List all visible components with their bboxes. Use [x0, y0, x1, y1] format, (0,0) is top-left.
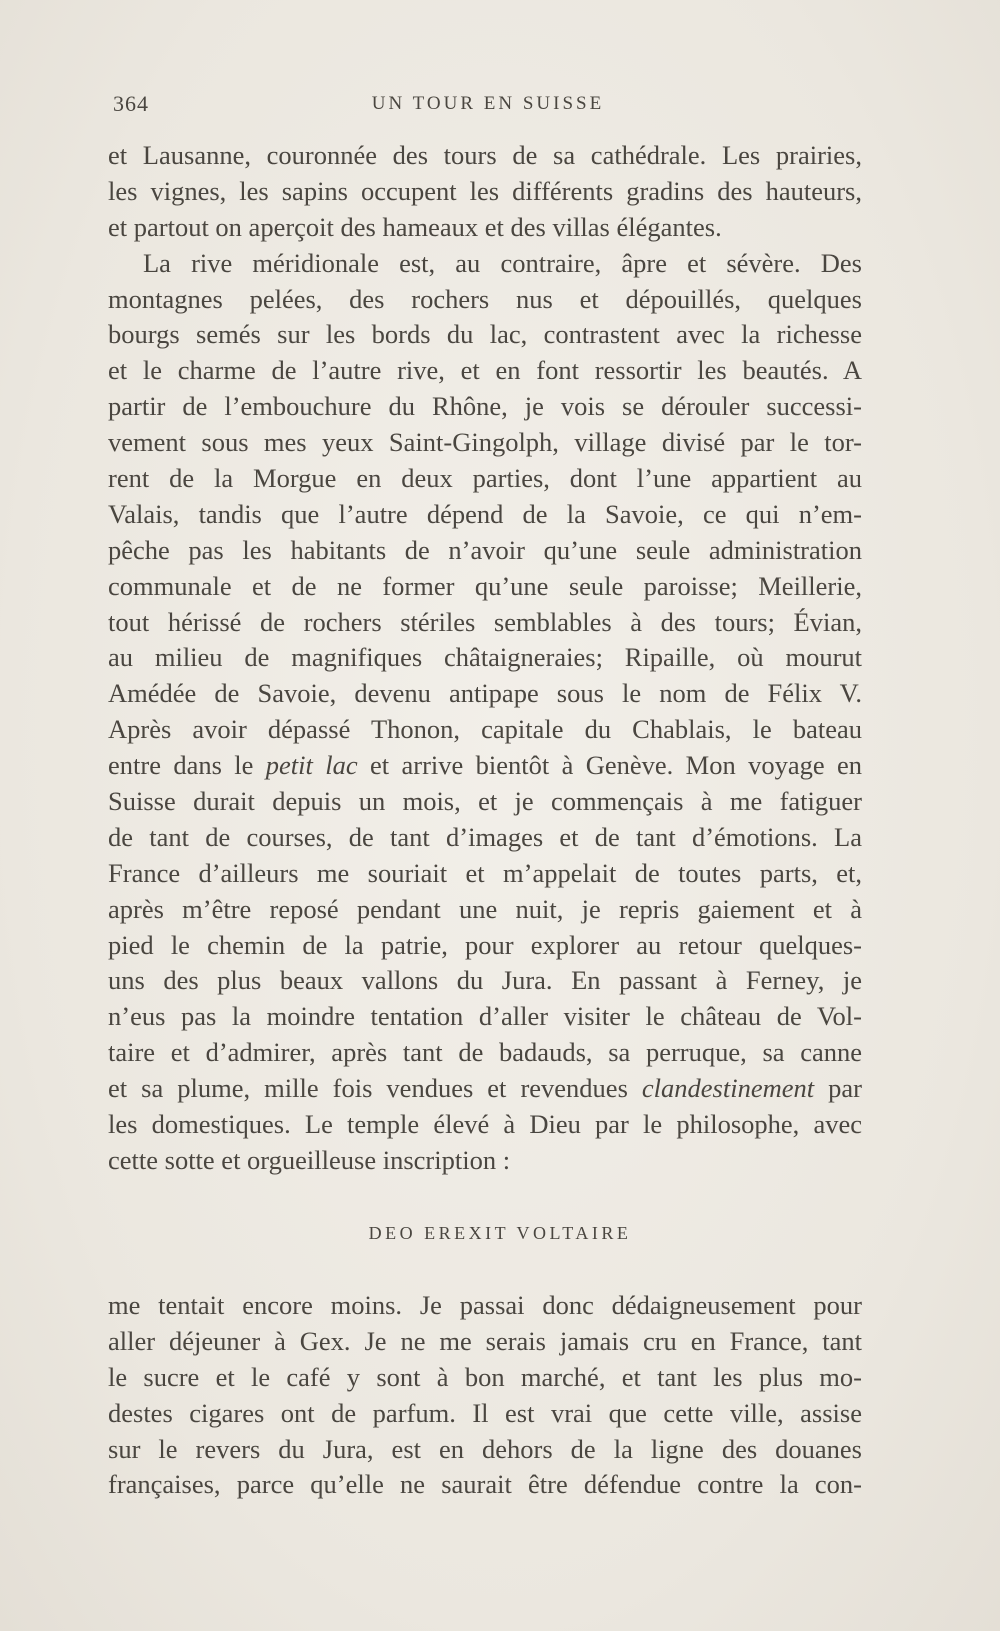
text-line: de tant de courses, de tant d’images et de tant d’émotions. La — [108, 821, 862, 852]
text-line: vement sous mes yeux Saint-Gingolph, village divisé par le tor- — [108, 427, 862, 458]
text-line: partir de l’embouchure du Rhône, je vois se dérouler successi- — [108, 391, 862, 422]
text-line: bourgs semés sur les bords du lac, contrastent avec la richesse — [108, 319, 862, 350]
text-line — [108, 1071, 862, 1107]
main-text-block — [108, 138, 862, 1179]
text-line: montagnes pelées, des rochers nus et dépouillés, quelques — [108, 283, 862, 314]
running-title: UN TOUR EN SUISSE — [371, 93, 605, 114]
running-head — [113, 91, 863, 121]
text-line: n’eus pas la moindre tentation d’aller visiter le château de Vol- — [108, 1001, 862, 1032]
text-line: Après avoir dépassé Thonon, capitale du Chablais, le bateau — [108, 714, 862, 745]
text-line: les domestiques. Le temple élevé à Dieu par le philosophe, avec — [108, 1109, 862, 1140]
italic-phrase: petit lac — [265, 750, 358, 781]
text-line: aller déjeuner à Gex. Je ne me serais jamais cru en France, tant — [108, 1325, 862, 1356]
text-line: sur le revers du Jura, est en dehors de la ligne des douanes — [108, 1433, 862, 1464]
text-line: taire et d’admirer, après tant de badauds, sa perruque, sa canne — [108, 1037, 862, 1068]
page-number: 364 — [113, 91, 149, 116]
text-line: pied le chemin de la patrie, pour explorer au retour quelques- — [108, 929, 862, 960]
text-line: uns des plus beaux vallons du Jura. En passant à Ferney, je — [108, 965, 862, 996]
text-line: communale et de ne former qu’une seule paroisse; Meillerie, — [108, 570, 862, 601]
text-line: Amédée de Savoie, devenu antipape sous le nom de Félix V. — [108, 678, 862, 709]
text-line: pêche pas les habitants de n’avoir qu’une seule administration — [108, 534, 862, 565]
text-line: les vignes, les sapins occupent les différents gradins des hauteurs, — [108, 175, 862, 206]
text-segment: et arrive bientôt à Genève. Mon voyage en — [357, 750, 862, 781]
text-line: rent de la Morgue en deux parties, dont l’une appartient au — [108, 463, 862, 494]
text-line: France d’ailleurs me souriait et m’appelait de toutes parts, et, — [108, 857, 862, 888]
text-segment: par — [814, 1073, 862, 1104]
text-line: et partout on aperçoit des hameaux et des villas élégantes. — [108, 211, 722, 242]
text-segment: entre dans le — [108, 750, 266, 781]
text-line: tout hérissé de rochers stériles semblables à des tours; Évian, — [108, 606, 862, 637]
text-line: au milieu de magnifiques châtaigneraies; Ripaille, où mourut — [108, 642, 862, 673]
italic-phrase: clandestinement — [641, 1073, 815, 1104]
text-line: me tentait encore moins. Je passai donc dédaigneusement pour — [108, 1290, 862, 1320]
text-line: françaises, parce qu’elle ne saurait être défendue contre la con- — [108, 1469, 862, 1500]
text-line: et Lausanne, couronnée des tours de sa cathédrale. Les prairies, — [108, 140, 862, 170]
text-line: le sucre et le café y sont à bon marché, et tant les plus mo- — [108, 1361, 862, 1392]
text-line: Suisse durait depuis un mois, et je commençais à me fatiguer — [108, 786, 862, 817]
inscription: DEO EREXIT VOLTAIRE — [368, 1223, 632, 1243]
text-line: après m’être reposé pendant une nuit, je repris gaiement et à — [108, 893, 862, 924]
text-line — [108, 748, 862, 784]
continuation-text-block — [108, 1288, 862, 1503]
text-line: et le charme de l’autre rive, et en font ressortir les beautés. A — [108, 355, 862, 386]
text-line: La rive méridionale est, au contraire, âpre et sévère. Des — [143, 247, 862, 278]
text-line: Valais, tandis que l’autre dépend de la Savoie, ce qui n’em- — [108, 498, 862, 529]
text-segment: et sa plume, mille fois vendues et revendues — [108, 1073, 642, 1104]
text-line: cette sotte et orgueilleuse inscription : — [108, 1144, 511, 1175]
text-line: destes cigares ont de parfum. Il est vrai que cette ville, assise — [108, 1397, 862, 1428]
